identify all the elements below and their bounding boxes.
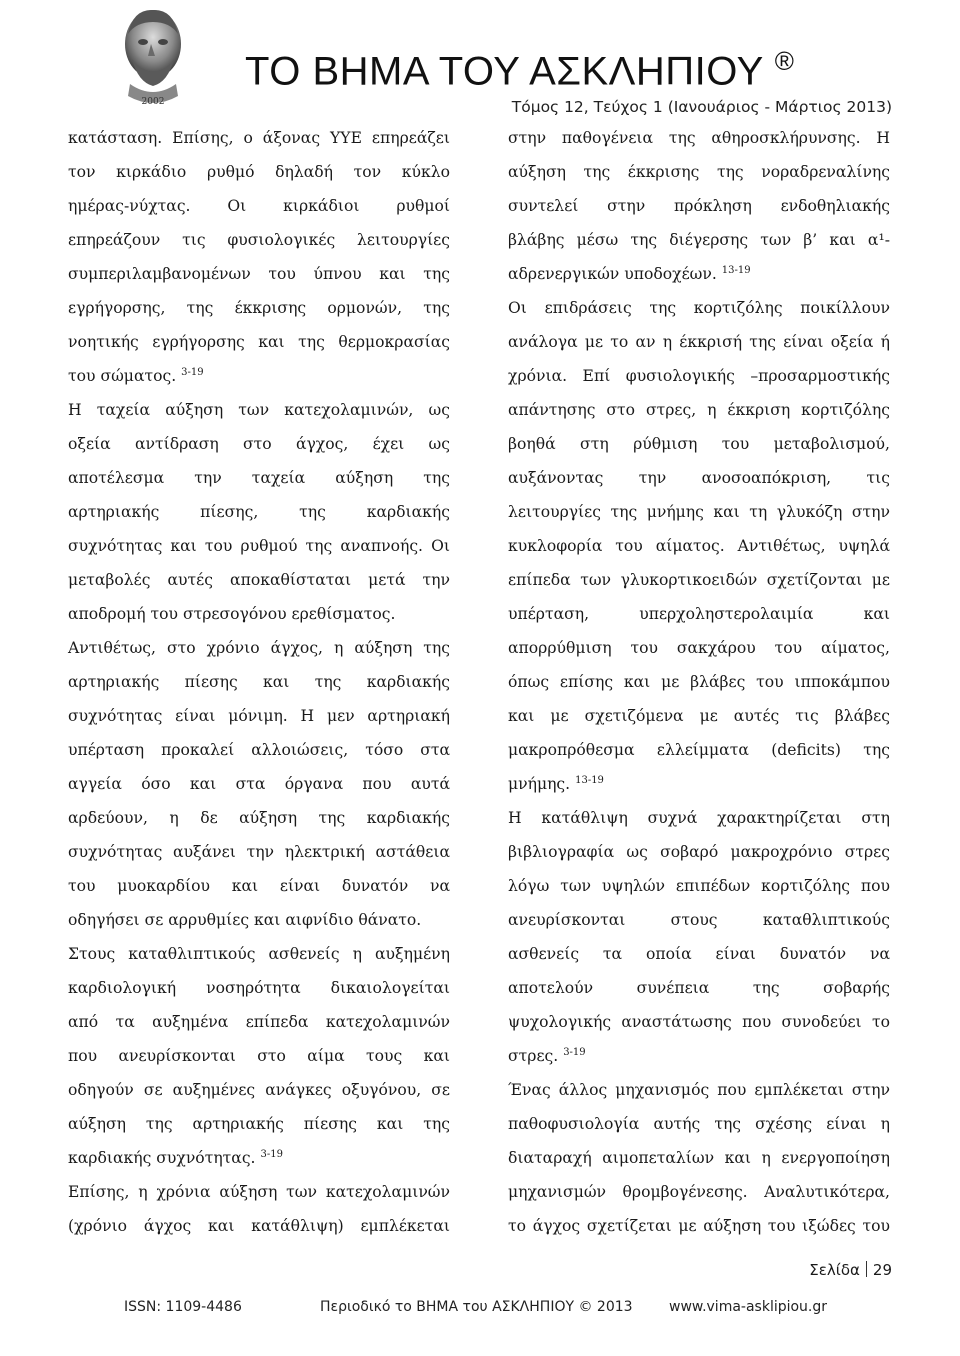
text-line: από τα αυξημένα επίπεδα κατεχολαμινών: [68, 1013, 450, 1031]
text-line: αρτηριακής πίεσης, της καρδιακής: [68, 503, 450, 521]
text-line: απορρύθμιση του σακχάρου του αίματος,: [508, 639, 890, 657]
reference-superscript: 3-19: [260, 1149, 283, 1160]
text-line: στρες. $^{3-19}$: [508, 1047, 586, 1065]
text-line: κυκλοφορία του αίματος. Αντιθέτως, υψηλά: [508, 537, 890, 555]
text-line: λόγω των υψηλών επιπέδων κορτιζόλης που: [508, 877, 890, 895]
text-line: αυξάνοντας την ανοσοαπόκριση, τις: [508, 469, 890, 487]
text-line: οδηγούν σε αυξημένες ανάγκες οξυγόνου, σε: [68, 1081, 450, 1099]
text-line: βοηθά στη ρύθμιση του μεταβολισμού,: [508, 435, 890, 453]
text-line: (χρόνιο άγχος και κατάθλιψη) εμπλέκεται: [68, 1217, 450, 1235]
text-line: κατάσταση. Επίσης, ο άξονας ΥΥΕ επηρεάζει: [68, 129, 450, 147]
text-line: αύξηση της έκκρισης της νοραδρεναλίνης: [508, 163, 890, 181]
reference-superscript: 3-19: [181, 367, 204, 378]
registered-mark: ®: [774, 46, 795, 76]
text-line: αύξηση της αρτηριακής πίεσης και της: [68, 1115, 450, 1133]
text-line: συντελεί στην πρόκληση ενδοθηλιακής: [508, 197, 890, 215]
footer-journal: Περιοδικό το ΒΗΜΑ του ΑΣΚΛΗΠΙΟΥ © 2013: [320, 1299, 633, 1315]
text-line: αδρενεργικών υποδοχέων. $^{13-19}$: [508, 265, 751, 283]
text-line: οδηγήσει σε αρρυθμίες και αιφνίδιο θάνατο.: [68, 911, 422, 929]
right-column: [508, 121, 890, 1243]
text-line: καρδιολογική νοσηρότητα δικαιολογείται: [68, 979, 450, 997]
reference-superscript: 13-19: [721, 265, 751, 276]
page-footer: [0, 1299, 960, 1323]
text-line: αρδεύουν, η δε αύξηση της καρδιακής: [68, 809, 450, 827]
reference-superscript: 13-19: [575, 775, 604, 786]
text-line: Η ταχεία αύξηση των κατεχολαμινών, ως: [68, 401, 450, 419]
text-line: ασθενείς τα οποία είναι δυνατόν να: [508, 945, 890, 963]
text-line: συχνότητας αυξάνει την ηλεκτρική αστάθεια: [68, 843, 450, 861]
text-line: του μυοκαρδίου και είναι δυνατόν να: [68, 877, 450, 895]
text-line: επίπεδα των γλυκορτικοειδών σχετίζονται με: [508, 571, 890, 589]
issue-info: Τόμος 12, Τεύχος 1 (Ιανουάριος - Μάρτιος 2013): [511, 98, 892, 116]
reference-superscript: 3-19: [563, 1047, 586, 1058]
text-line: παθοφυσιολογία αυτής της σχέσης είναι η: [508, 1115, 890, 1133]
text-line: υπέρταση προκαλεί αλλοιώσεις, τόσο στα: [68, 741, 450, 759]
text-line: οξεία αντίδραση στο άγχος, έχει ως: [68, 435, 450, 453]
text-line: λειτουργίες της μνήμης και τη γλυκόζη στην: [508, 503, 890, 521]
text-line: αποτελούν συνέπεια της σοβαρής: [508, 979, 890, 997]
text-line: που ανευρίσκονται στο αίμα τους και: [68, 1047, 450, 1065]
text-line: μακροπρόθεσμα ελλείμματα (deficits) της: [508, 741, 890, 759]
text-line: όπως επίσης και με βλάβες του ιπποκάμπου: [508, 673, 890, 691]
text-line: ημέρας-νύχτας. Οι κιρκάδιοι ρυθμοί: [68, 197, 450, 215]
text-line: ψυχολογικής αναστάτωσης που συνοδεύει το: [508, 1013, 890, 1031]
text-line: τον κιρκάδιο ρυθμό δηλαδή τον κύκλο: [68, 163, 450, 181]
page-header: [0, 0, 960, 125]
left-column: [68, 121, 450, 1243]
text-line: ανευρίσκονται στους καταθλιπτικούς: [508, 911, 890, 929]
text-line: μεταβολές αυτές αποκαθίσταται μετά την: [68, 571, 450, 589]
text-line: διαταραχή αιμοπεταλίων και η ενεργοποίηση: [508, 1149, 890, 1167]
text-line: στην παθογένεια της αθηροσκλήρυνσης. Η: [508, 129, 890, 147]
text-line: συχνότητας και του ρυθμού της αναπνοής. Οι: [68, 537, 450, 555]
text-line: αποτέλεσμα την ταχεία αύξηση της: [68, 469, 450, 487]
text-line: Στους καταθλιπτικούς ασθενείς η αυξημένη: [68, 945, 450, 963]
text-line: συχνότητας είναι μόνιμη. Η μεν αρτηριακή: [68, 707, 450, 725]
text-line: αποδρομή του στρεσογόνου ερεθίσματος.: [68, 605, 396, 623]
text-line: εγρήγορσης, της έκκρισης ορμονών, της: [68, 299, 450, 317]
text-line: αρτηριακής πίεσης και της καρδιακής: [68, 673, 450, 691]
text-line: Επίσης, η χρόνια αύξηση των κατεχολαμινών: [68, 1183, 450, 1201]
page-number: Σελίδα 29: [809, 1261, 892, 1279]
text-line: Οι επιδράσεις της κορτιζόλης ποικίλλουν: [508, 299, 890, 317]
text-line: Η κατάθλιψη συχνά χαρακτηρίζεται στη: [508, 809, 890, 827]
text-line: καρδιακής συχνότητας. $^{3-19}$: [68, 1149, 283, 1167]
footer-website[interactable]: www.vima-asklipiou.gr: [669, 1299, 828, 1315]
text-line: Αντιθέτως, στο χρόνιο άγχος, η αύξηση της: [68, 639, 450, 657]
text-line: βιβλιογραφία ως σοβαρό μακροχρόνιο στρες: [508, 843, 890, 861]
text-line: χρόνια. Επί φυσιολογικής –προσαρμοστικής: [508, 367, 890, 385]
text-line: νοητικής εγρήγορσης και της θερμοκρασίας: [68, 333, 450, 351]
footer-issn: ISSN: 1109-4486: [124, 1299, 242, 1315]
text-line: υπέρταση, υπερχοληστερολαιμία και: [508, 605, 890, 623]
text-line: το άγχος σχετίζεται με αύξηση του ιξώδες του: [508, 1217, 890, 1235]
text-line: απάντησης στο στρες, η έκκριση κορτιζόλης: [508, 401, 890, 419]
text-line: Ένας άλλος μηχανισμός που εμπλέκεται στην: [508, 1081, 890, 1099]
text-line: μνήμης. $^{13-19}$: [508, 775, 604, 793]
journal-title: ΤΟ ΒΗΜΑ ΤΟΥ ΑΣΚΛΗΠΙΟΥ ®: [245, 46, 795, 94]
text-line: μηχανισμών θρομβογένεσης. Αναλυτικότερα,: [508, 1183, 890, 1201]
text-line: αγγεία όσο και στα όργανα που αυτά: [68, 775, 450, 793]
text-line: του σώματος. $^{3-19}$: [68, 367, 204, 385]
text-line: ανάλογα με το αν η έκκρισή της είναι οξεία ή: [508, 333, 890, 351]
text-line: και με σχετιζόμενα με αυτές τις βλάβες: [508, 707, 890, 725]
asklepios-head-logo: [118, 4, 188, 110]
text-line: συμπεριλαμβανομένων του ύπνου και της: [68, 265, 450, 283]
logo-year: 2002: [141, 97, 165, 107]
text-line: επηρεάζουν τις φυσιολογικές λειτουργίες: [68, 231, 450, 249]
text-line: βλάβης μέσω της διέγερσης των β’ και α¹-: [508, 231, 890, 249]
